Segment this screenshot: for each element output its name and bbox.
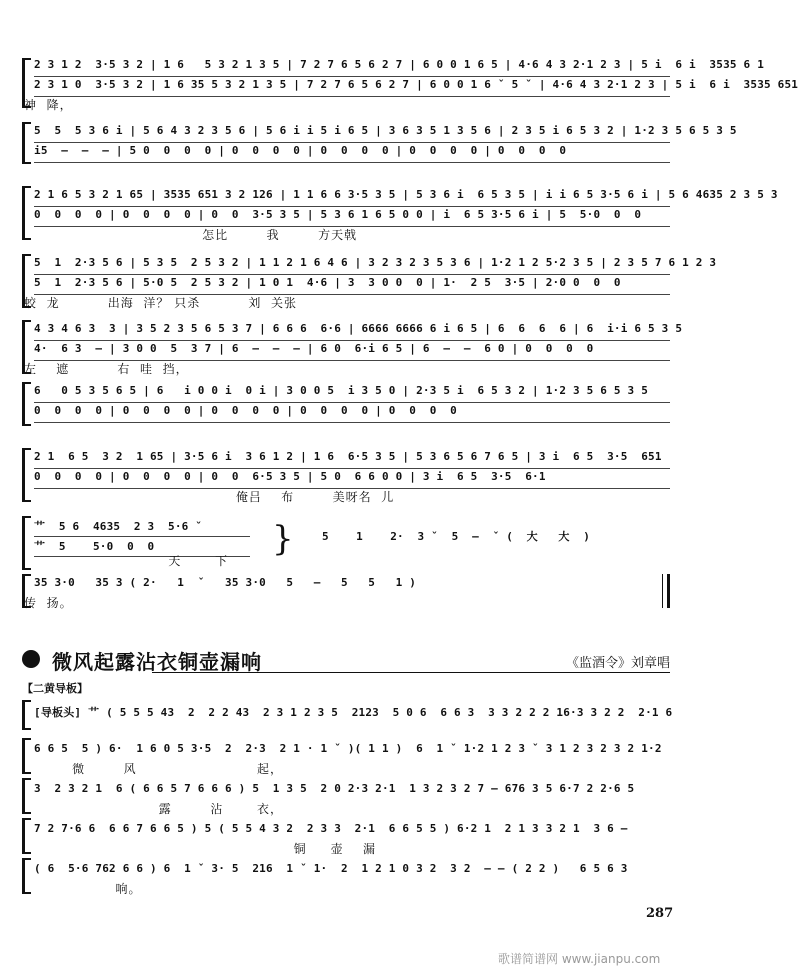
free-rhythm-line: 5 1 2· 3 ˇ 5 – ˇ ( 大 大 ): [322, 530, 591, 543]
lyrics-line: 左 遮 右 哇 挡，: [24, 362, 189, 376]
song-line-4: [22, 818, 670, 854]
lower-melody-line: 0 0 0 0 | 0 0 0 0 | 0 0 0 0 | 0 0 0 0 | 0 0 0 0: [34, 404, 670, 423]
section-bullet: [22, 650, 40, 668]
score-system-7: [22, 448, 670, 502]
lyrics-line: 响。: [24, 882, 142, 896]
lower-melody-line: 0 0 0 0 | 0 0 0 0 | 0 0 6·5 3 5 | 5 0 6 6 0 0 | 3 i 6 5 3·5 6·1: [34, 470, 670, 489]
upper-melody-line: 6 0 5 3 5 6 5 | 6 i 0 0 i 0 i | 3 0 0 5 i 3 5 0 | 2·3 5 i 6 5 3 2 | 1·2 3 5 6 5 3 5: [34, 384, 670, 403]
site-watermark: 歌谱简谱网 www.jianpu.com: [498, 952, 661, 966]
final-barline: [662, 574, 670, 608]
melody-line: 3 2 3 2 1 6 ( 6 6 5 7 6 6 6 ) 5 1 3 5 2 0 2·3 2·1 1 3 2 3 2 7 – 676 3 5 6·7 2 2·6 5: [34, 782, 635, 795]
song-line-5: [22, 858, 670, 894]
song-header: [22, 644, 670, 674]
page-number: 287: [646, 906, 674, 921]
song-credit: 《监酒令》刘章唱: [565, 656, 670, 671]
system-bracket: [22, 122, 31, 164]
lyrics-line: 天 下: [24, 554, 229, 568]
song-line-2: [22, 738, 670, 774]
lower-melody-line: 艹 5 5·0 0 0: [34, 538, 250, 557]
upper-melody-line: 4 3 4 6 3 3 | 3 5 2 3 5 6 5 3 7 | 6 6 6 6·6 | 6666 6666 6 i 6 5 | 6 6 6 6 | 6 i·i 6 5 3 5: [34, 322, 670, 341]
lyrics-line: 俺吕 布 美呀名 儿: [24, 490, 395, 504]
melody-line: ( 6 5·6 762 6 6 ) 6 1 ˇ 3· 5 216 1 ˇ 1· 2 1 2 1 0 3 2 3 2 – – ( 2 2 ) 6 5 6 3: [34, 862, 628, 875]
lower-melody-line: 0 0 0 0 | 0 0 0 0 | 0 0 3·5 3 5 | 5 3 6 1 6 5 0 0 | i 6 5 3·5 6 i | 5 5·0 0 0: [34, 208, 670, 227]
score-system-1: [22, 58, 798, 112]
lyrics-line: [24, 162, 670, 178]
upper-melody-line: 2 1 6 5 3 2 1 65 | 3·5 6 i 3 6 1 2 | 1 6 6·5 3 5 | 5 3 6 5 6 7 6 5 | 3 i 6 5 3·5 651: [34, 450, 670, 469]
score-system-2: [22, 122, 737, 164]
lower-melody-line: 4· 6 3 – | 3 0 0 5 3 7 | 6 – – – | 6 0 6·i 6 5 | 6 – – 6 0 | 0 0 0 0: [34, 342, 670, 361]
song-line-3: [22, 778, 670, 814]
upper-melody-line: 2 1 6 5 3 2 1 65 | 3535 651 3 2 126 | 1 1 6 6 3·5 3 5 | 5 3 6 i 6 5 3 5 | i i 6 5 3·5 6 i | 5 6 4635 2 3 5 3: [34, 188, 670, 207]
score-system-3: [22, 186, 778, 242]
lyrics-line: 神 降，: [24, 98, 73, 112]
lower-melody-line: 2 3 1 0 3·5 3 2 | 1 6 35 5 3 2 1 3 5 | 7 2 7 6 5 6 2 7 | 6 0 0 1 6 ˇ 5 ˇ | 4·6 4 3 2·1 2 3 | 5 i 6 i 3535 651: [34, 78, 670, 97]
lyrics-line: 蛟 龙 出海 洋？ 只杀 刘 关张: [24, 296, 297, 310]
system-bracket: [22, 382, 31, 426]
lyrics-line: 传 扬。: [24, 596, 73, 610]
title-rule: [152, 672, 670, 673]
lyrics-line: 微 风 起，: [24, 762, 284, 776]
upper-melody-line: 2 3 1 2 3·5 3 2 | 1 6 5 3 2 1 3 5 | 7 2 7 6 5 6 2 7 | 6 0 0 1 6 5 | 4·6 4 3 2·1 2 3 | 5 i 6 i 3535 6 1: [34, 58, 670, 77]
score-system-9: [22, 574, 670, 608]
lyrics-line: 铜 壶 漏: [24, 842, 376, 856]
melody-line: 7 2 7·6 6 6 6 7 6 6 5 ) 5 ( 5 5 4 3 2 2 3 3 2·1 6 6 5 5 ) 6·2 1 2 1 3 3 2 1 3 6 –: [34, 822, 628, 835]
lyrics-line: 露 沾 衣，: [24, 802, 284, 816]
mode-label: 【二黄导板】: [22, 682, 88, 695]
score-system-4: [22, 254, 717, 310]
score-system-6: [22, 382, 670, 426]
melody-line: 6 6 5 5 ) 6· 1 6 0 5 3·5 2 2·3 2 1 · 1 ˇ )( 1 1 ) 6 1 ˇ 1·2 1 2 3 ˇ 3 1 2 3 2 3 2 1·2: [34, 742, 662, 755]
melody-line: [导板头] 艹 ( 5 5 5 43 2 2 2 43 2 3 1 2 3 5 2123 5 0 6 6 6 3 3 3 2 2 2 16·3 3 2 2 2·1 6: [34, 706, 673, 719]
lower-melody-line: i5 – – – | 5 0 0 0 0 | 0 0 0 0 | 0 0 0 0 | 0 0 0 0 | 0 0 0 0: [34, 144, 670, 163]
score-system-8: [22, 516, 670, 570]
closing-brace: }: [272, 519, 294, 559]
upper-melody-line: 5 1 2·3 5 6 | 5 3 5 2 5 3 2 | 1 1 2 1 6 4 6 | 3 2 3 2 3 5 3 6 | 1·2 1 2 5·2 3 5 | 2 3 5 7 6 1 2 3: [34, 256, 670, 275]
song-title: 微风起露沾衣铜壶漏响: [52, 650, 262, 674]
score-system-5: [22, 320, 683, 376]
lyrics-line: [24, 722, 670, 738]
lower-melody-line: 5 1 2·3 5 6 | 5·0 5 2 5 3 2 | 1 0 1 4·6 | 3 3 0 0 0 | 1· 2 5 3·5 | 2·0 0 0 0: [34, 276, 670, 295]
lyrics-line: [24, 422, 670, 438]
upper-melody-line: 艹 5 6 4635 2 3 5·6 ˇ: [34, 518, 250, 537]
song-line-1: [22, 700, 673, 730]
melody-line: 35 3·0 35 3 ( 2· 1 ˇ 35 3·0 5 – 5 5 1 ): [34, 576, 417, 589]
lyrics-line: 怎比 我 方天戟: [24, 228, 358, 242]
upper-melody-line: 5 5 5 3 6 i | 5 6 4 3 2 3 5 6 | 5 6 i i 5 i 6 5 | 3 6 3 5 1 3 5 6 | 2 3 5 i 6 5 3 2 | 1·2 3 5 6 5 3 5: [34, 124, 670, 143]
